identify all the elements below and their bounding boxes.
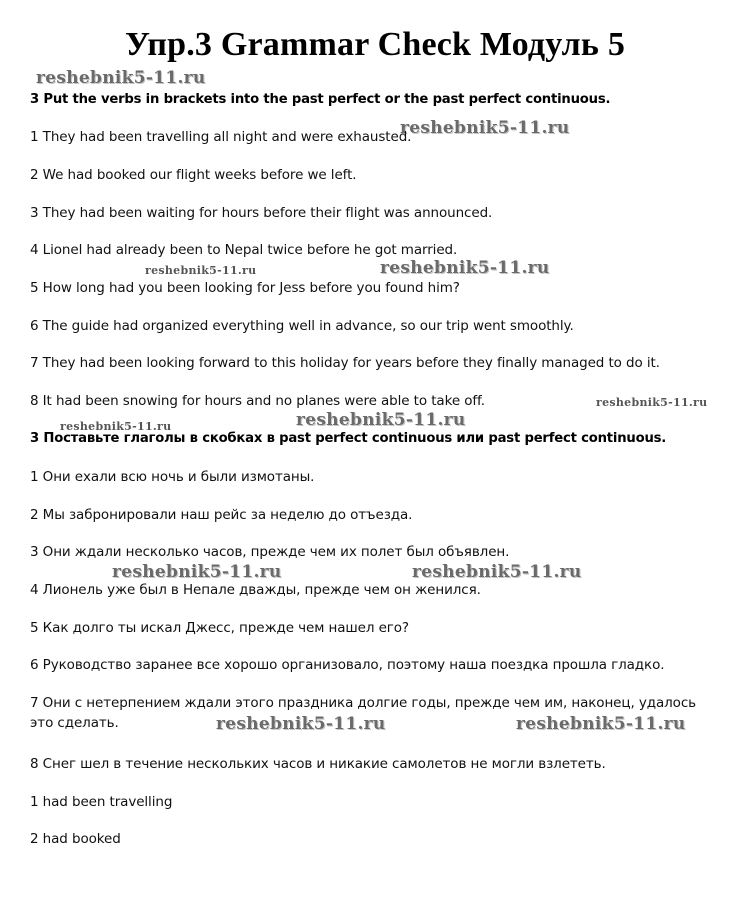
answer-line: 1 had been travelling <box>30 794 173 810</box>
exercise-line: 2 We had booked our flight weeks before we left. <box>30 167 357 183</box>
watermark: reshebnik5-11.ru <box>216 714 386 734</box>
watermark: reshebnik5-11.ru <box>296 410 466 430</box>
exercise-line: 1 They had been travelling all night and were exhausted. <box>30 129 412 145</box>
watermark: reshebnik5-11.ru <box>145 264 257 277</box>
translation-line: 3 Они ждали несколько часов, прежде чем их полет был объявлен. <box>30 544 510 560</box>
translation-line: 4 Лионель уже был в Непале дважды, прежде чем он женился. <box>30 582 481 598</box>
watermark: reshebnik5-11.ru <box>596 396 708 409</box>
translation-line: 8 Снег шел в течение нескольких часов и никакие самолетов не могли взлететь. <box>30 756 606 772</box>
exercise-line: 8 It had been snowing for hours and no planes were able to take off. <box>30 393 485 409</box>
exercise-line: 3 They had been waiting for hours before their flight was announced. <box>30 205 493 221</box>
watermark: reshebnik5-11.ru <box>516 714 686 734</box>
watermark: reshebnik5-11.ru <box>400 118 570 138</box>
watermark: reshebnik5-11.ru <box>60 420 172 433</box>
translation-line: 5 Как долго ты искал Джесс, прежде чем нашел его? <box>30 620 410 636</box>
translation-line: 1 Они ехали всю ночь и были измотаны. <box>30 469 315 485</box>
page-title: Упр.3 Grammar Check Модуль 5 <box>124 26 626 63</box>
watermark: reshebnik5-11.ru <box>112 562 282 582</box>
translation-line: 2 Мы забронировали наш рейс за неделю до отъезда. <box>30 507 413 523</box>
exercise-line: 5 How long had you been looking for Jess before you found him? <box>30 280 460 296</box>
translation-line: 7 Они с нетерпением ждали этого праздника долгие годы, прежде чем им, наконец, удалось это сделать. <box>30 695 697 731</box>
translation-line: 6 Руководство заранее все хорошо организовало, поэтому наша поездка прошла гладко. <box>30 657 665 673</box>
watermark: reshebnik5-11.ru <box>36 68 206 88</box>
answer-line: 2 had booked <box>30 831 121 847</box>
exercise-line: 6 The guide had organized everything well in advance, so our trip went smoothly. <box>30 318 574 334</box>
section-heading-ru: 3 Поставьте глаголы в скобках в past perfect continuous или past perfect continuous. <box>30 431 667 446</box>
watermark: reshebnik5-11.ru <box>412 562 582 582</box>
watermark: reshebnik5-11.ru <box>380 258 550 278</box>
section-heading-en: 3 Put the verbs in brackets into the past perfect or the past perfect continuous. <box>30 92 611 107</box>
exercise-line: 7 They had been looking forward to this holiday for years before they finally managed to do it. <box>30 355 660 371</box>
exercise-line: 4 Lionel had already been to Nepal twice before he got married. <box>30 242 458 258</box>
